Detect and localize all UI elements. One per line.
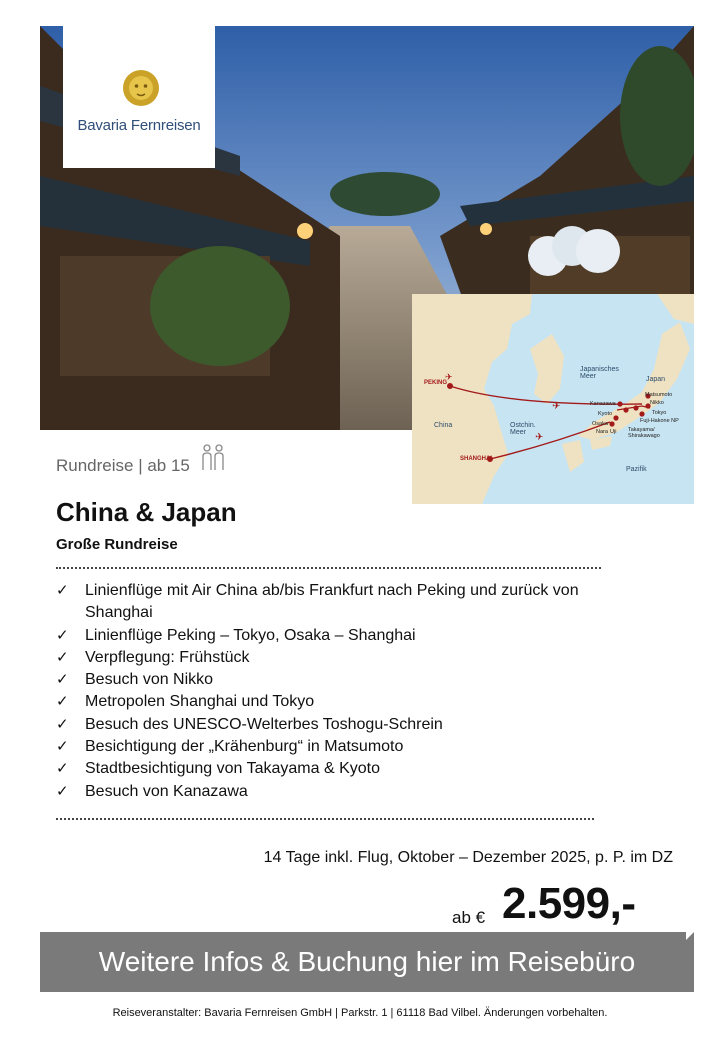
cta-text: Weitere Infos & Buchung hier im Reisebüro — [98, 946, 636, 977]
check-icon: ✓ — [56, 648, 69, 666]
route-map — [412, 294, 694, 504]
map-label-china: China — [434, 422, 453, 429]
feature-item: ✓ Besuch des UNESCO-Welterbes Toshogu-Schrein — [56, 714, 646, 736]
check-icon: ✓ — [56, 782, 69, 800]
map-city-tokyo: Tokyo — [652, 410, 667, 416]
map-city-kyoto: Kyoto — [598, 411, 613, 417]
map-label-sea-of-japan: Japanisches Meer — [580, 366, 619, 380]
feature-item: ✓ Besichtigung der „Krähenburg“ in Matsumoto — [56, 736, 646, 758]
svg-text:✈: ✈ — [535, 432, 544, 443]
dotted-divider-top — [56, 567, 601, 569]
trip-title: China & Japan — [56, 497, 237, 527]
trip-type-line — [56, 444, 225, 476]
check-icon: ✓ — [56, 715, 69, 733]
map-city-nara: Nara — [596, 429, 608, 435]
feature-item: ✓ Metropolen Shanghai und Tokyo — [56, 691, 646, 713]
dotted-divider-bottom — [56, 818, 594, 820]
check-icon: ✓ — [56, 760, 69, 778]
feature-item: ✓ Besuch von Nikko — [56, 669, 646, 691]
cta-fold-corner — [686, 932, 694, 940]
map-city-shanghai: SHANGHAI — [460, 456, 493, 462]
map-city-kanazawa: Kanazawa — [590, 401, 616, 407]
svg-text:✈: ✈ — [445, 372, 453, 382]
brand-logo[interactable] — [63, 26, 215, 168]
map-city-nikko: Nikko — [650, 400, 664, 406]
feature-item: ✓ Linienflüge mit Air China ab/bis Frankfurt nach Peking und zurück von Shanghai — [56, 582, 579, 622]
footer-legal: Reiseveranstalter: Bavaria Fernreisen GmbH | Parkstr. 1 | 61118 Bad Vilbel. Änderungen vorbehalten. — [112, 1007, 608, 1019]
check-icon: ✓ — [56, 738, 69, 756]
map-city-fuji: Fuji-Hakone NP — [640, 418, 679, 424]
map-label-japan: Japan — [646, 376, 666, 383]
trip-dates: 14 Tage inkl. Flug, Oktober – Dezember 2025, p. P. im DZ — [263, 849, 673, 866]
map-city-takayama: Takayama/ Shirakawago — [628, 427, 660, 439]
feature-list — [56, 580, 646, 803]
feature-item: ✓ Besuch von Kanazawa — [56, 781, 646, 803]
map-label-east-china-sea: Ostchin. Meer — [510, 422, 536, 436]
check-icon: ✓ — [56, 582, 69, 599]
map-city-matsumoto: Matsumoto — [645, 392, 673, 398]
people-icon — [201, 444, 225, 472]
price-value: 2.599,- — [502, 879, 636, 928]
map-city-osaka: Osaka — [592, 421, 608, 427]
feature-item: ✓ Stadtbesichtigung von Takayama & Kyoto — [56, 758, 646, 780]
map-city-uji: Uji — [610, 429, 617, 435]
map-city-peking: PEKING — [424, 380, 448, 386]
trip-type-label: Rundreise | ab 15 — [56, 456, 190, 475]
price-prefix: ab € — [452, 908, 486, 927]
svg-text:✈: ✈ — [552, 401, 561, 412]
brand-name: Bavaria Fernreisen — [77, 117, 201, 134]
check-icon: ✓ — [56, 693, 69, 711]
cta-banner[interactable] — [40, 932, 694, 992]
lion-emblem-icon — [121, 68, 161, 108]
trip-subtitle: Große Rundreise — [56, 536, 178, 553]
map-label-pacific: Pazifik — [626, 466, 647, 473]
feature-item: ✓ Linienflüge Peking – Tokyo, Osaka – Shanghai — [56, 625, 646, 647]
feature-item: ✓ Verpflegung: Frühstück — [56, 647, 646, 669]
check-icon: ✓ — [56, 671, 69, 689]
check-icon: ✓ — [56, 626, 69, 644]
